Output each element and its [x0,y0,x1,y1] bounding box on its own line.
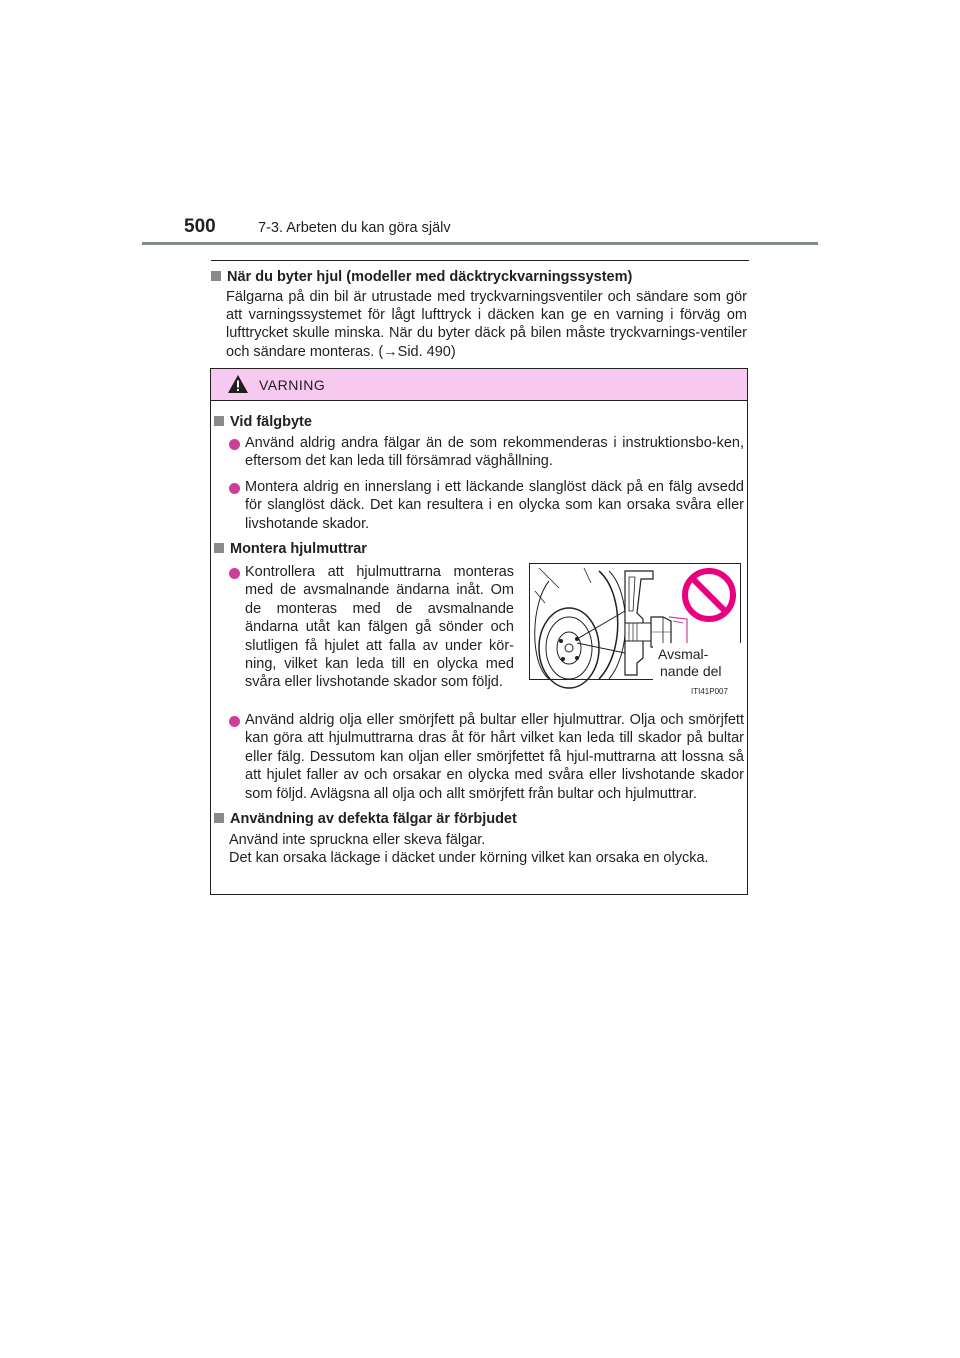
content-divider [211,260,749,261]
warning-body [214,413,744,868]
square-bullet-icon [214,813,224,823]
round-bullet-icon [229,716,240,727]
section-heading: Vid fälgbyte [214,413,744,432]
header-divider [142,242,818,245]
figure-row [214,563,744,697]
page-number: 500 [184,216,216,237]
warning-label: VARNING [259,377,326,393]
wheel-illustration [529,563,741,697]
section-heading: Användning av defekta fälgar är förbjudet [214,810,744,829]
round-bullet-icon [229,483,240,494]
square-bullet-icon [214,416,224,426]
list-item: Använd aldrig olja eller smörjfett på bultar eller hjulmuttrar. Olja och smörjfett kan göra att hjulmuttrarna dras åt för hårt vilket kan leda till skador på bultar eller fälg. Dessutom kan oljan eller smörjfettet få hjul-muttrarna att lossna så att hjulet faller av och orsakar en olycka med svåra eller livshotande skador som följd. Avlägsna all olja och allt smörjfett från bultar och hjulmuttrar. [229,711,744,803]
square-bullet-icon [211,271,221,281]
figure-label-line1: Avsmal- [658,646,709,663]
wheel-nut-illustration [529,563,741,697]
round-bullet-icon [229,439,240,450]
section-heading: Montera hjulmuttrar [214,540,744,559]
body-line: Det kan orsaka läckage i däcket under körning vilket kan orsaka en olycka. [229,850,709,867]
warning-header [211,369,747,401]
warning-box [210,368,748,895]
body-line: Använd inte spruckna eller skeva fälgar. [229,832,486,849]
intro-text: Fälgarna på din bil är utrustade med tryckvarningsventiler och sändare som gör att varningssystemet för lågt lufttryck i däcken kan ge en varning i förväg om lufttrycket skulle minska. När du byter däck på bilen måste tryckvarnings-ventiler och sändare monteras. (→Sid. 490) [226,289,747,360]
intro-heading: När du byter hjul (modeller med däcktryckvarningssystem) [211,268,747,287]
figure-label-line2: nande del [660,663,722,680]
list-item: Kontrollera att hjulmuttrarna monteras med de avsmalnande ändarna inåt. Om de monteras med de avsmalnande ändarna utåt kan fälgen gå sönder och slutligen få hjulet att falla av under kör-ning, vilket kan leda till en olycka med svåra eller livshotande skador som följd. [229,563,514,697]
list-item: Montera aldrig en innerslang i ett läckande slanglöst däck på en fälg avsedd för slanglöst däck. Det kan resultera i en olycka som kan orsaka svåra eller livshotande skador. [229,478,744,533]
figure-code: ITI41P007 [691,687,728,697]
round-bullet-icon [229,568,240,579]
list-item: Använd aldrig andra fälgar än de som rekommenderas i instruktionsbo-ken, eftersom det kan leda till försämrad väghållning. [229,434,744,471]
square-bullet-icon [214,543,224,553]
intro-section [211,268,747,361]
section-title: 7-3. Arbeten du kan göra själv [258,220,451,236]
warning-triangle-icon [227,374,249,394]
